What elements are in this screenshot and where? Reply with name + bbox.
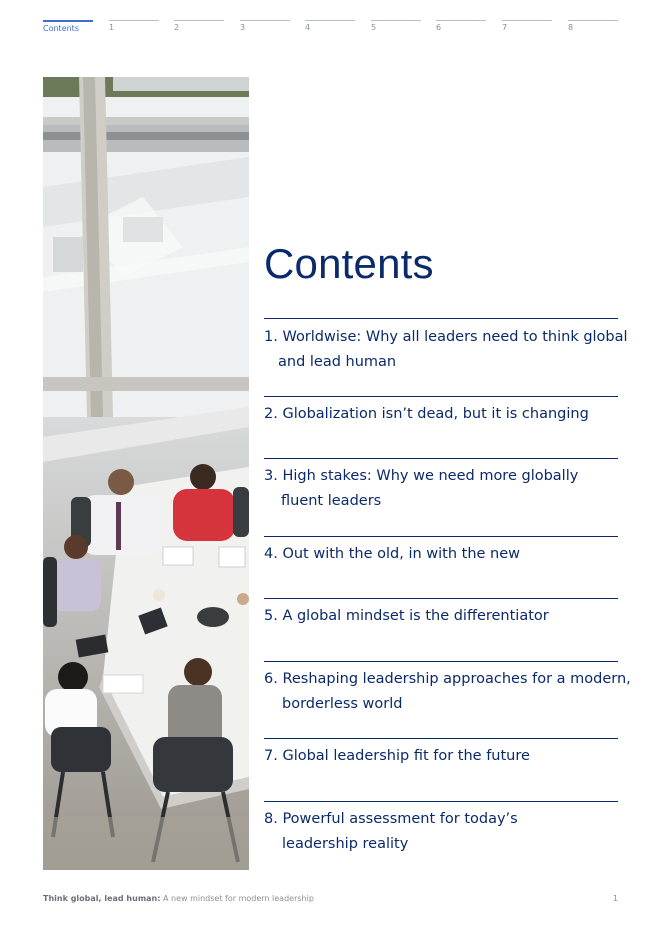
toc-label-line1: Global leadership fit for the future	[282, 748, 530, 764]
tab-label: 3	[240, 23, 246, 32]
toc-item-3[interactable]	[264, 458, 618, 536]
tab-indicator	[502, 20, 552, 21]
tab-indicator	[568, 20, 618, 21]
toc-label-line1: A global mindset is the differentiator	[282, 608, 549, 624]
tab-section-4[interactable]	[305, 20, 355, 32]
footer-title: Think global, lead human:	[43, 894, 161, 903]
toc-label-line1: High stakes: Why we need more globally	[282, 468, 579, 484]
tab-indicator	[436, 20, 486, 21]
toc-label-line2: and lead human	[278, 354, 397, 370]
footer-subtitle: A new mindset for modern leadership	[160, 894, 314, 903]
tab-section-1[interactable]	[109, 20, 159, 32]
toc-item-7[interactable]	[264, 738, 618, 801]
page-title: Contents	[264, 240, 434, 287]
tab-section-3[interactable]	[240, 20, 290, 32]
tab-indicator	[174, 20, 224, 21]
toc-item-6[interactable]	[264, 661, 631, 738]
tab-section-6[interactable]	[436, 20, 486, 32]
toc-item-1[interactable]	[264, 318, 628, 396]
tab-section-2[interactable]	[174, 20, 224, 32]
tab-label: 6	[436, 23, 442, 32]
toc-item-2[interactable]	[264, 396, 618, 458]
section-nav	[43, 0, 618, 40]
toc-label-line1: Out with the old, in with the new	[282, 546, 521, 562]
toc-label-line1: Reshaping leadership approaches for a modern,	[282, 671, 631, 687]
tab-indicator	[43, 20, 93, 22]
table-of-contents	[264, 318, 631, 871]
tab-indicator	[305, 20, 355, 21]
toc-label-line2: borderless world	[282, 696, 403, 712]
toc-label-line2: fluent leaders	[281, 493, 382, 509]
tab-section-5[interactable]	[371, 20, 421, 32]
toc-item-4[interactable]	[264, 536, 618, 598]
toc-label-line1: Worldwise: Why all leaders need to think global	[282, 329, 628, 345]
toc-number: 2.	[264, 406, 278, 422]
footer-caption	[43, 894, 314, 903]
tab-label: 5	[371, 23, 377, 32]
tab-label: 7	[502, 23, 508, 32]
tab-indicator	[371, 20, 421, 21]
office-meeting-photo	[43, 77, 249, 870]
toc-number: 4.	[264, 546, 278, 562]
tab-label: Contents	[43, 24, 79, 33]
tab-section-8[interactable]	[568, 20, 618, 32]
toc-label-line2: leadership reality	[282, 836, 409, 852]
tab-label: 4	[305, 23, 311, 32]
toc-item-5[interactable]	[264, 598, 618, 661]
toc-label-line1: Globalization isn’t dead, but it is changing	[282, 406, 589, 422]
toc-number: 8.	[264, 811, 278, 827]
tab-label: 1	[109, 23, 115, 32]
tab-indicator	[240, 20, 290, 21]
tab-label: 2	[174, 23, 180, 32]
toc-number: 5.	[264, 608, 278, 624]
tab-label: 8	[568, 23, 574, 32]
tab-indicator	[109, 20, 159, 21]
toc-label-line1: Powerful assessment for today’s	[282, 811, 518, 827]
toc-number: 3.	[264, 468, 278, 484]
toc-number: 7.	[264, 748, 278, 764]
toc-item-8[interactable]	[264, 801, 618, 871]
tab-section-7[interactable]	[502, 20, 552, 32]
page-number: 1	[612, 894, 618, 903]
toc-number: 6.	[264, 671, 278, 687]
toc-number: 1.	[264, 329, 278, 345]
tab-contents[interactable]	[43, 20, 93, 33]
